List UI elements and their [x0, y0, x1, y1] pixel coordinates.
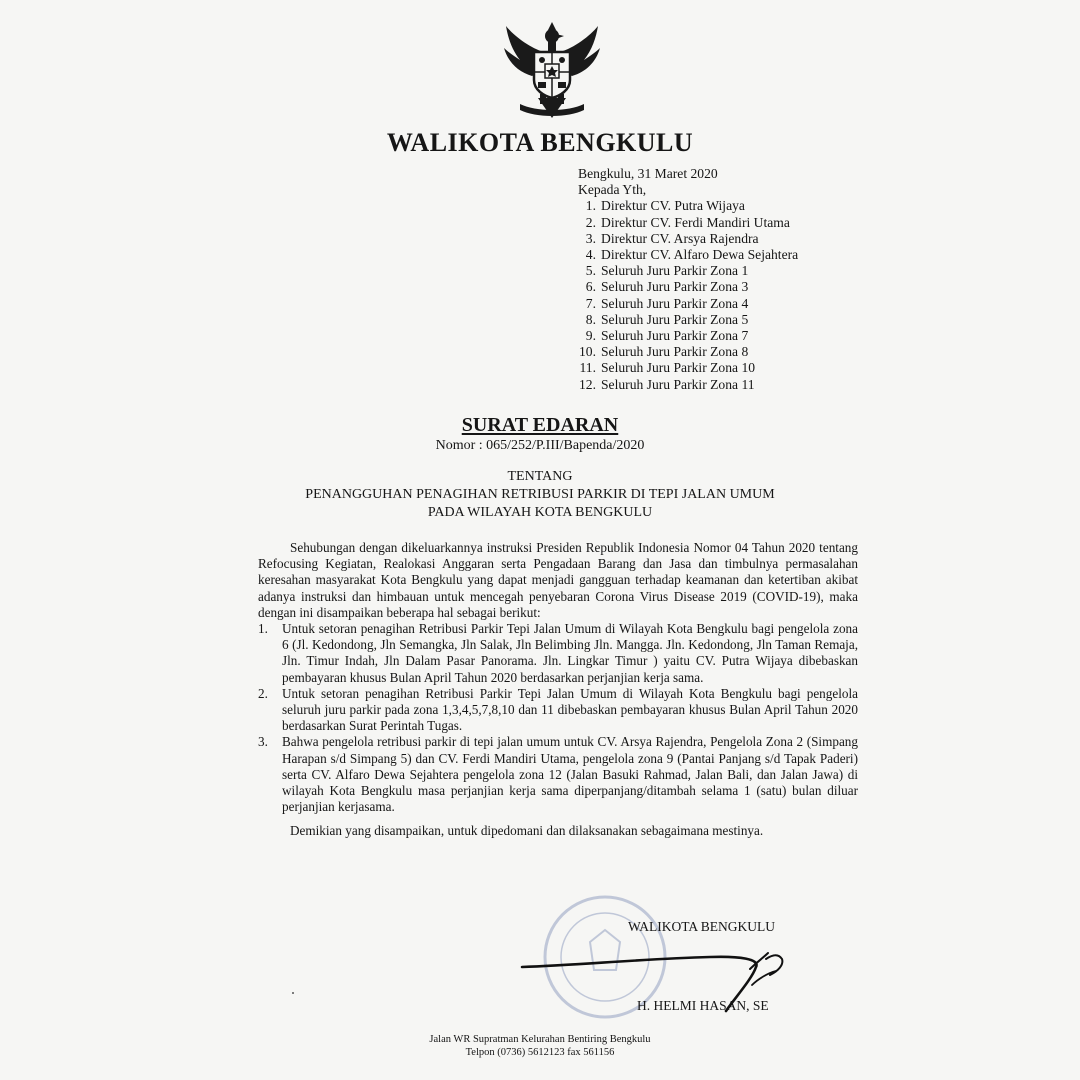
- scan-speck: [292, 992, 294, 994]
- recipient-item: [578, 215, 798, 231]
- recipient-item: [578, 263, 798, 279]
- point-text: Untuk setoran penagihan Retribusi Parkir Tepi Jalan Umum di Wilayah Kota Bengkulu bagi pengelola zona 6 (Jl. Kedondong, Jln Semangka, Jln Salak, Jln Belimbing Jln. Mangga. Jln. Kedondong, Jln Taman Remaja, Jln. Timur Indah, Jln Dalam Pasar Panorama. Jln. Lingkar Timur ) yaitu CV. Putra Wijaya dibebaskan pembayaran khusus Bulan April Tahun 2020 berdasarkan perjanjian kerja sama.: [282, 621, 858, 685]
- signer-name: H. HELMI HASAN, SE: [637, 998, 769, 1013]
- about-line-1: PENANGGUHAN PENAGIHAN RETRIBUSI PARKIR DI TEPI JALAN UMUM: [305, 487, 775, 502]
- recipient-number: 6.: [585, 279, 596, 295]
- recipient-number: 12.: [579, 376, 596, 392]
- recipient-text: Direktur CV. Putra Wijaya: [601, 198, 745, 214]
- points-list: [258, 621, 858, 815]
- point-number: 1.: [258, 621, 268, 637]
- footer-phone: Telpon (0736) 5612123 fax 561156: [465, 1047, 615, 1058]
- place-date: Bengkulu, 31 Maret 2020: [578, 166, 718, 181]
- about-text: [0, 486, 1080, 522]
- recipient-item: [578, 377, 798, 393]
- point-number: 3.: [258, 734, 268, 750]
- recipient-text: Direktur CV. Ferdi Mandiri Utama: [601, 214, 790, 230]
- recipient-text: Seluruh Juru Parkir Zona 10: [601, 360, 756, 376]
- point-item: [258, 621, 858, 686]
- recipient-number: 10.: [579, 344, 596, 360]
- letterhead-footer: [0, 1033, 1080, 1059]
- footer-address: Jalan WR Supratman Kelurahan Bentiring Bengkulu: [429, 1034, 651, 1045]
- garuda-emblem-icon: [500, 22, 604, 122]
- recipient-text: Seluruh Juru Parkir Zona 1: [601, 263, 749, 279]
- address-block: [578, 166, 798, 393]
- document-number: Nomor : 065/252/P.III/Bapenda/2020: [435, 438, 645, 453]
- recipient-item: [578, 312, 798, 328]
- recipient-number: 9.: [585, 328, 596, 344]
- salutation: Kepada Yth,: [578, 182, 647, 198]
- recipient-text: Seluruh Juru Parkir Zona 7: [601, 328, 749, 344]
- recipient-list: [578, 198, 798, 392]
- point-item: [258, 734, 858, 815]
- recipient-text: Direktur CV. Arsya Rajendra: [601, 230, 759, 246]
- point-number: 2.: [258, 685, 268, 701]
- closing-paragraph: Demikian yang disampaikan, untuk dipedomani dan dilaksanakan sebagaimana mestinya.: [290, 823, 764, 839]
- recipient-text: Seluruh Juru Parkir Zona 11: [601, 376, 755, 392]
- recipient-item: [578, 279, 798, 295]
- recipient-item: [578, 296, 798, 312]
- recipient-number: 5.: [585, 263, 596, 279]
- intro-paragraph: Sehubungan dengan dikeluarkannya instruksi Presiden Republik Indonesia Nomor 04 Tahun 2020 tentang Refocusing Kegiatan, Realokasi Anggaran serta Pengadaan Barang dan Jasa dan timbulnya permasalahan keresahan masyarakat Kota Bengkulu yang dapat menjadi gangguan terhadap keamanan dan ketertiban akibat adanya instruksi dan himbauan untuk mencegah penyebaran Corona Virus Disease 2019 (COVID-19), maka dengan ini disampaikan beberapa hal sebagai berikut:: [258, 540, 858, 620]
- point-item: [258, 686, 858, 735]
- letter-body: [258, 540, 858, 840]
- recipient-item: [578, 328, 798, 344]
- recipient-item: [578, 231, 798, 247]
- recipient-text: Seluruh Juru Parkir Zona 5: [601, 311, 749, 327]
- point-text: Bahwa pengelola retribusi parkir di tepi jalan umum untuk CV. Arsya Rajendra, Pengelola Zona 2 (Simpang Harapan s/d Simpang 5) dan CV. Ferdi Mandiri Utama, pengelola zona 9 (Pantai Panjang s/d Tapak Paderi) serta CV. Alfaro Dewa Sejahtera pengelola zona 12 (Jalan Basuki Rahmad, Jalan Bali, dan Jalan Jawa) di wilayah Kota Bengkulu masa perjanjian kerja sama diperpanjang/ditambah selama 1 (satu) bulan diluar perjanjian kerjasama.: [282, 734, 858, 815]
- recipient-number: 8.: [585, 311, 596, 327]
- recipient-number: 11.: [579, 360, 596, 376]
- signature-office: WALIKOTA BENGKULU: [628, 919, 776, 934]
- recipient-text: Seluruh Juru Parkir Zona 3: [601, 279, 749, 295]
- recipient-item: [578, 198, 798, 214]
- office-title: WALIKOTA BENGKULU: [386, 128, 694, 157]
- about-line-2: PADA WILAYAH KOTA BENGKULU: [427, 505, 653, 520]
- recipient-number: 1.: [585, 198, 596, 214]
- document-title: [0, 414, 1080, 437]
- recipient-number: 2.: [585, 214, 596, 230]
- recipient-item: [578, 344, 798, 360]
- recipient-item: [578, 247, 798, 263]
- recipient-number: 3.: [585, 230, 596, 246]
- recipient-number: 7.: [585, 295, 596, 311]
- recipient-text: Seluruh Juru Parkir Zona 4: [601, 295, 749, 311]
- point-text: Untuk setoran penagihan Retribusi Parkir Tepi Jalan Umum di Wilayah Kota Bengkulu bagi pengelola seluruh juru parkir pada zona 1,3,4,5,7,8,10 dan 11 dibebaskan pembayaran khusus Bulan April Tahun 2020 berdasarkan Surat Perintah Tugas.: [282, 685, 858, 734]
- recipient-text: Seluruh Juru Parkir Zona 8: [601, 344, 749, 360]
- about-label: TENTANG: [507, 469, 573, 484]
- recipient-item: [578, 360, 798, 376]
- recipient-text: Direktur CV. Alfaro Dewa Sejahtera: [601, 247, 799, 263]
- recipient-number: 4.: [585, 247, 596, 263]
- document-title-text: SURAT EDARAN: [461, 414, 619, 436]
